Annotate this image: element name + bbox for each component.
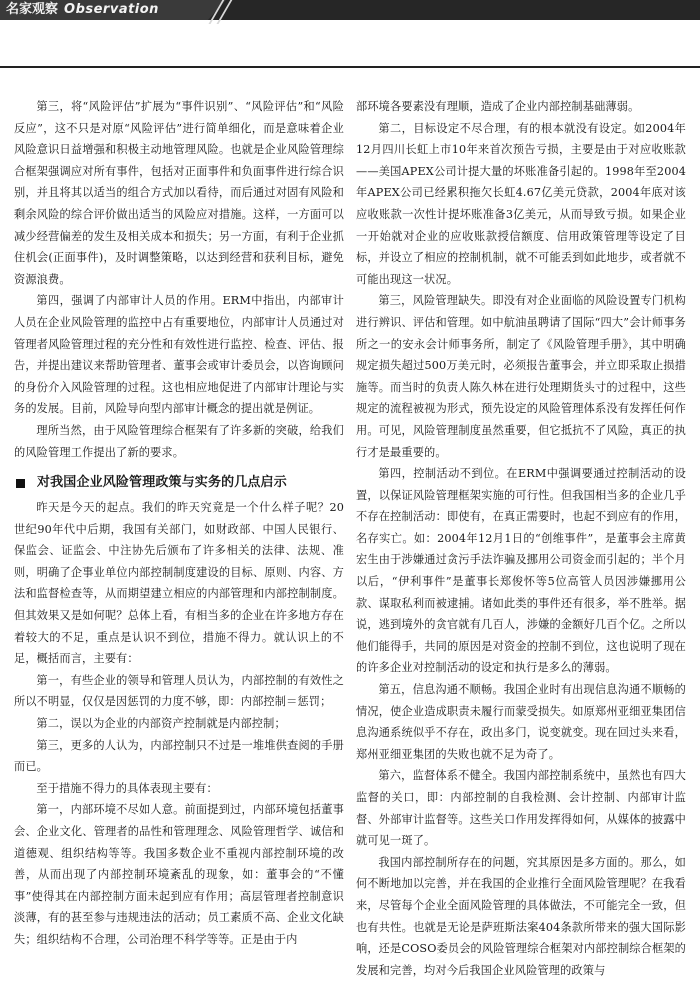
paragraph: 第三，风险管理缺失。即没有对企业面临的风险设置专门机构进行辨识、评估和管理。如中航油虽聘请了国际“四大”会计师事务所之一的安永会计师事务所，制定了《风险管理手册》，其中明确规定损失超过500万美元时，必须报告董事会，并立即采取止损措施等。而当时的负责人陈久林在进行处理期货头寸的过程中，这些规定的流程被视为形式，预先设定的风险管理体系没有发挥任何作用。可见，风险管理制度虽然重要，但它抵抗不了风险，真正的执行才是最重要的。 <box>356 294 686 459</box>
header-rule <box>0 66 700 68</box>
paragraph-continuation: 部环境各要素没有理顺，造成了企业内部控制基础薄弱。 <box>356 100 640 113</box>
square-bullet-icon <box>16 479 25 488</box>
paragraph: 第四，强调了内部审计人员的作用。ERM中指出，内部审计人员在企业风险管理的监控中占有重要地位，内部审计人员通过对管理者风险管理过程的充分性和有效性进行监控、检查、评估、报告，并提出建议来帮助管理者、董事会或审计委员会，以咨询顾问的身份介入风险管理的过程。这也相应地促进了内部审计理论与实务的发展。目前，风险导向型内部审计概念的提出就是例证。 <box>14 294 344 416</box>
paragraph: 第二，误以为企业的内部资产控制就是内部控制； <box>36 717 286 731</box>
paragraph: 第二，目标设定不尽合理，有的根本就没有设定。如2004年12月四川长虹上市10年来首次预告亏损，主要是由于对应收账款——美国APEX公司计提大量的坏账准备引起的。1998年至2004年APEX公司已经累积拖欠长虹4.67亿美元贷款，2004年底对该应收账款一次性计提坏账准备3亿美元，从而导致亏损。如果企业一开始就对企业的应收账款授信额度、信用政策管理等设定了目标，并设立了相应的控制机制，就不可能丢到如此地步，或者就不可能出现这一状况。 <box>356 121 686 286</box>
paragraph: 昨天是今天的起点。我们的昨天究竟是一个什么样子呢？20世纪90年代中后期，我国有关部门，如财政部、中国人民银行、保监会、证监会、中注协先后颁布了许多相关的法律、法规、准则，明确了企事业单位内部控制制度建设的目标、原则、内容、方法和监督检查等，从而期望建立相应的内部管理和内部控制制度。但其效果又是如何呢？总体上看，有相当多的企业在许多地方存在着较大的不足，重点是认识不到位，措施不得力。就认识上的不足，概括而言，主要有： <box>14 501 344 666</box>
section-title-cn: 名家观察 <box>6 2 59 17</box>
paragraph: 第四，控制活动不到位。在ERM中强调要通过控制活动的设置，以保证风险管理框架实施的可行性。但我国相当多的企业几乎不存在控制活动：即使有，在真正需要时，也起不到应有的作用，名存实亡。如：2004年12月1日的“创维事件”，是董事会主席黄宏生由于涉嫌通过贪污手法诈骗及挪用公司资金而引起的；半个月以后，“伊利事件”是董事长郑俊怀等5位高管人员因涉嫌挪用公款、谋取私利而被逮捕。诸如此类的事件还有很多，举不胜举。据说，逃到境外的贪官就有几百人，涉嫌的金额好几百个亿。之所以他们能得手，共同的原因是对资金的控制不到位，这也说明了现在的许多企业对控制活动的设定和执行是多么的薄弱。 <box>356 467 686 675</box>
paragraph: 理所当然，由于风险管理综合框架有了许多新的突破，给我们的风险管理工作提出了新的要求。 <box>14 423 344 459</box>
section-title-en: Observation <box>64 2 159 17</box>
subheading-text: 对我国企业风险管理政策与实务的几点启示 <box>37 475 287 491</box>
paragraph: 第三，更多的人认为，内部控制只不过是一堆堆供查阅的手册而已。 <box>14 738 344 774</box>
section-subheading <box>14 473 344 493</box>
paragraph: 至于措施不得力的具体表现主要有： <box>36 781 218 795</box>
paragraph: 第五，信息沟通不顺畅。我国企业时有出现信息沟通不顺畅的情况，使企业造成职责未履行而蒙受损失。如原郑州亚细亚集团信息沟通系统似乎不存在，政出多门，说变就变。现在回过头来看，郑州亚细亚集团的失败也就不足为奇了。 <box>356 683 686 761</box>
paragraph: 第六，监督体系不健全。我国内部控制系统中，虽然也有四大监督的关口，即：内部控制的自我检测、会计控制、内部审计监督、外部审计监督等。这些关口作用发挥得如何，从媒体的披露中就可见一斑了。 <box>356 769 686 848</box>
paragraph: 第三，将“风险评估”扩展为“事件识别”、“风险评估”和“风险反应”，这不只是对原“风险评估”进行简单细化，而是意味着企业风险意识日益增强和积极主动地管理风险。也就是企业风险管理综合框架强调应对所有事件，包括对正面事件和负面事件进行综合识别，并且将其以适当的组合方式加以看待，而后通过对固有风险和剩余风险的综合评价做出适当的风险应对措施。这样，一方面可以减少经营偏差的发生及相关成本和损失；另一方面，有利于企业抓住机会(正面事件)，及时调整策略，以达到经营和获利目标，避免资源浪费。 <box>14 100 344 286</box>
paragraph: 我国内部控制所存在的问题，究其原因是多方面的。那么，如何不断地加以完善，并在我国的企业推行全面风险管理呢？在我看来，尽管每个企业全面风险管理的具体做法，不可能完全一致，但也有共性。也就是无论是萨班斯法案404条款所带来的强大国际影响，还是COSO委员会的风险管理综合框架对内部控制综合框架的发展和完善，均对今后我国企业风险管理的政策与 <box>356 855 686 977</box>
section-label <box>6 1 159 19</box>
paragraph: 第一，内部环境不尽如人意。前面提到过，内部环境包括董事会、企业文化、管理者的品性和管理理念、风险管理哲学、诚信和道德观、组织结构等等。我国多数企业不重视内部控制环境的改善，从而出现了内部控制环境紊乱的现象，如：董事会的“不懂事”使得其在内部控制方面未起到应有作用；高层管理者控制意识淡薄，有的甚至参与违规违法的活动；员工素质不高、企业文化缺失；组织结构不合理，公司治理不科学等等。正是由于内 <box>14 803 344 946</box>
right-column <box>356 96 686 977</box>
left-column <box>14 96 344 946</box>
section-header-bar <box>0 0 700 20</box>
paragraph: 第一，有些企业的领导和管理人员认为，内部控制的有效性之所以不明显，仅仅是因惩罚的力度不够，即：内部控制＝惩罚； <box>14 673 344 709</box>
